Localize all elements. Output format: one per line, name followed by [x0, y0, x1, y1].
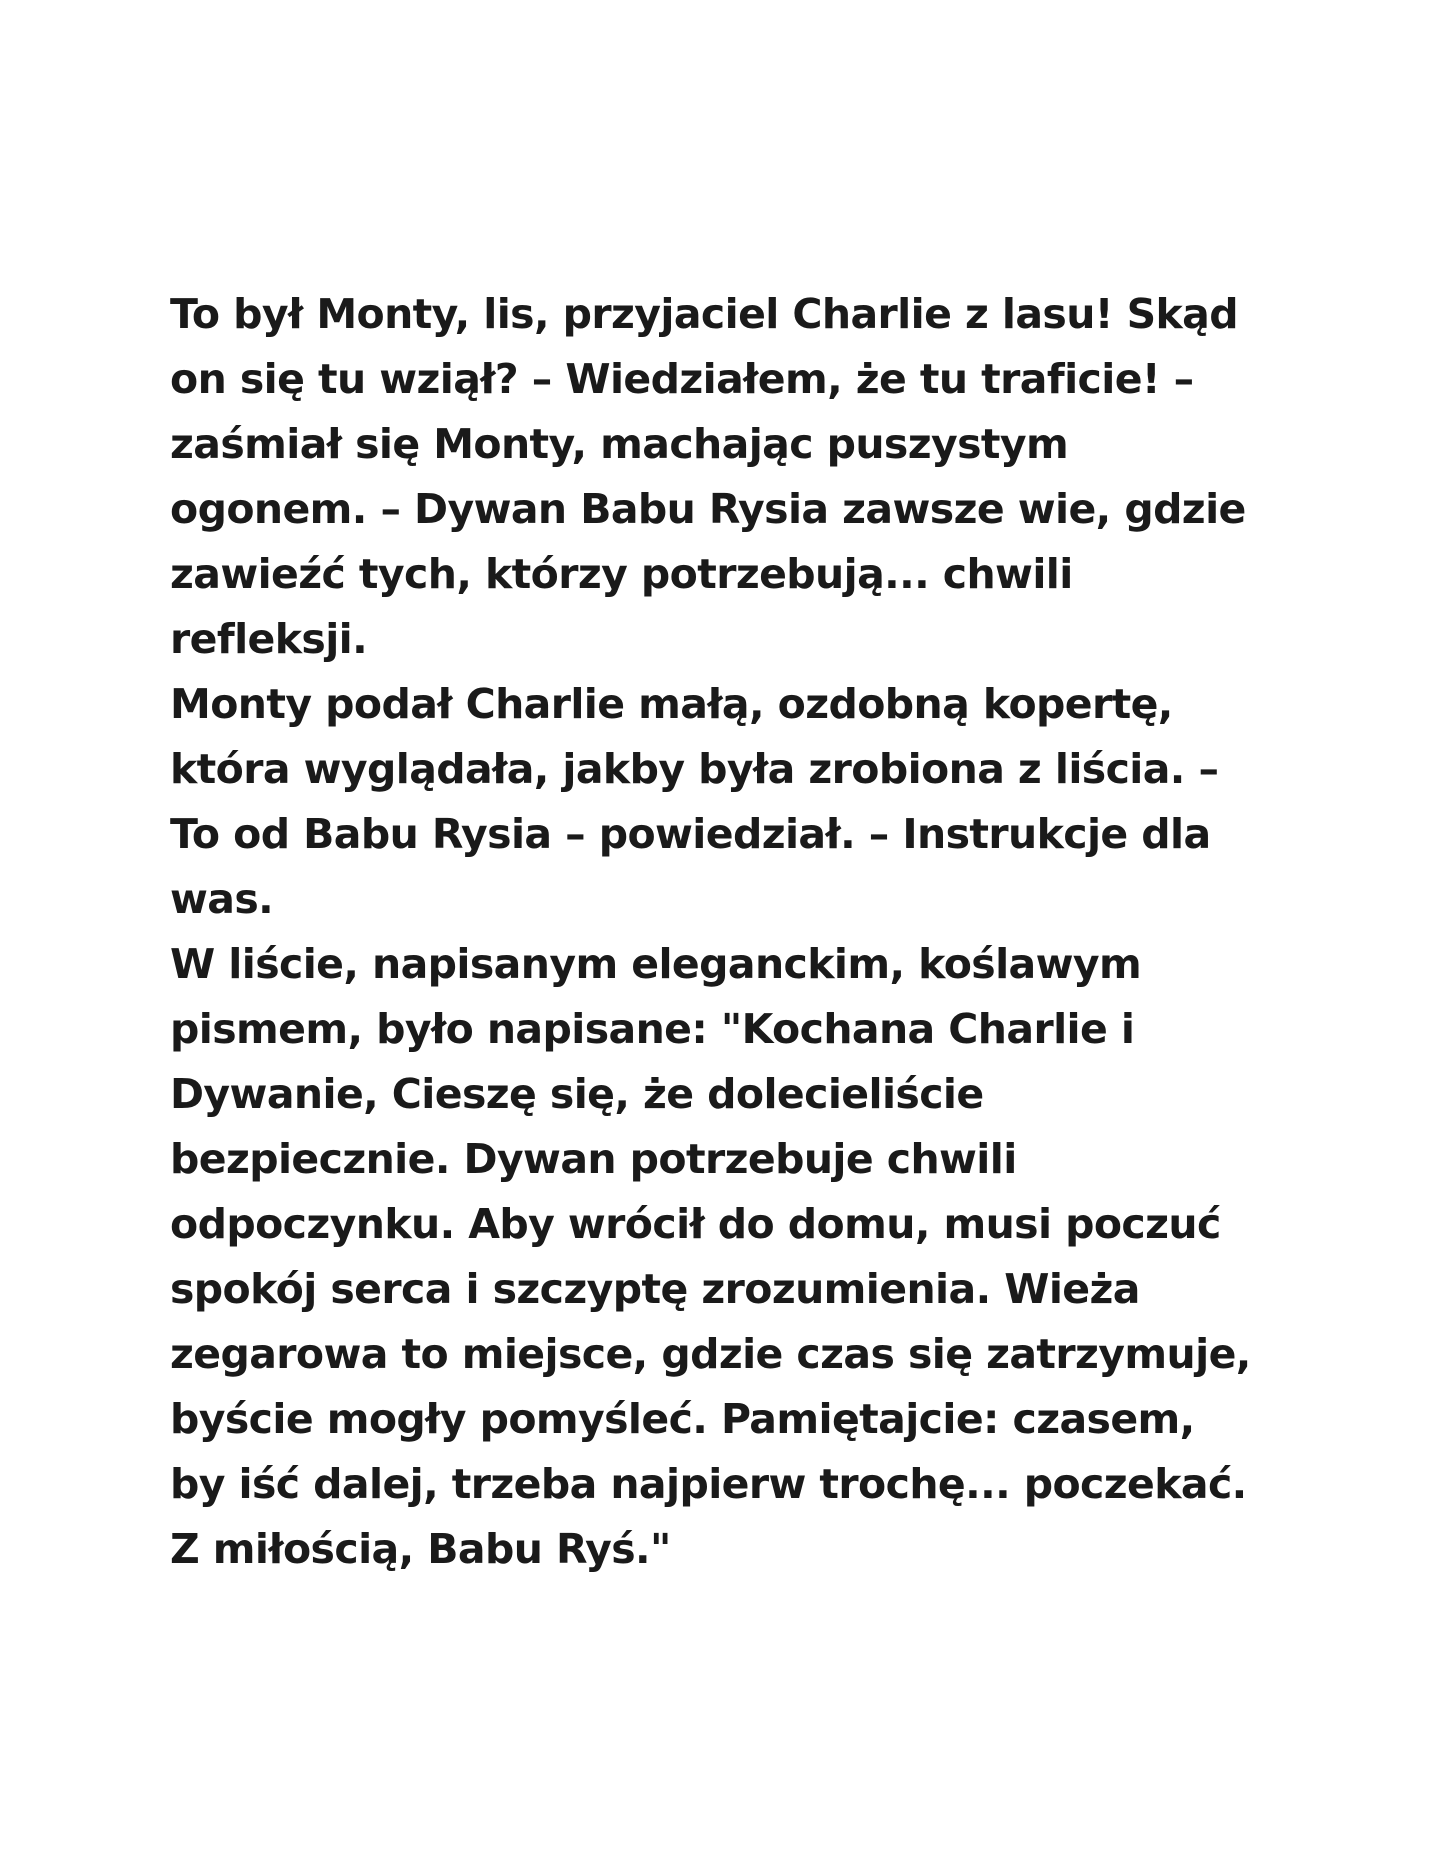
text-line: Dywanie, Cieszę się, że dolecieliście — [170, 1070, 984, 1118]
text-line: bezpiecznie. Dywan potrzebuje chwili — [170, 1135, 1017, 1183]
text-line: was. — [170, 875, 274, 923]
text-line: Z miłością, Babu Ryś." — [170, 1525, 671, 1573]
text-line: zaśmiał się Monty, machając puszystym — [170, 420, 1069, 468]
text-line: Monty podał Charlie małą, ozdobną kopertę, — [170, 680, 1173, 728]
text-line: To od Babu Rysia – powiedział. – Instrukcje dla — [170, 810, 1211, 858]
text-line: W liście, napisanym eleganckim, koślawym — [170, 940, 1142, 988]
text-line: spokój serca i szczyptę zrozumienia. Wieża — [170, 1265, 1140, 1313]
text-line: która wyglądała, jakby była zrobiona z liścia. – — [170, 745, 1219, 793]
text-line: byście mogły pomyśleć. Pamiętajcie: czasem, — [170, 1395, 1195, 1443]
text-line: pismem, było napisane: "Kochana Charlie i — [170, 1005, 1135, 1053]
text-line: odpoczynku. Aby wrócił do domu, musi poczuć — [170, 1200, 1221, 1248]
story-text — [170, 282, 1280, 1582]
text-line: zegarowa to miejsce, gdzie czas się zatrzymuje, — [170, 1330, 1251, 1378]
text-line: zawieźć tych, którzy potrzebują... chwili — [170, 550, 1073, 598]
text-line: refleksji. — [170, 615, 368, 663]
text-line: by iść dalej, trzeba najpierw trochę... poczekać. — [170, 1460, 1247, 1508]
text-line: on się tu wziął? – Wiedziałem, że tu traficie! – — [170, 355, 1194, 403]
text-line: To był Monty, lis, przyjaciel Charlie z lasu! Skąd — [170, 290, 1238, 338]
text-line: ogonem. – Dywan Babu Rysia zawsze wie, gdzie — [170, 485, 1246, 533]
